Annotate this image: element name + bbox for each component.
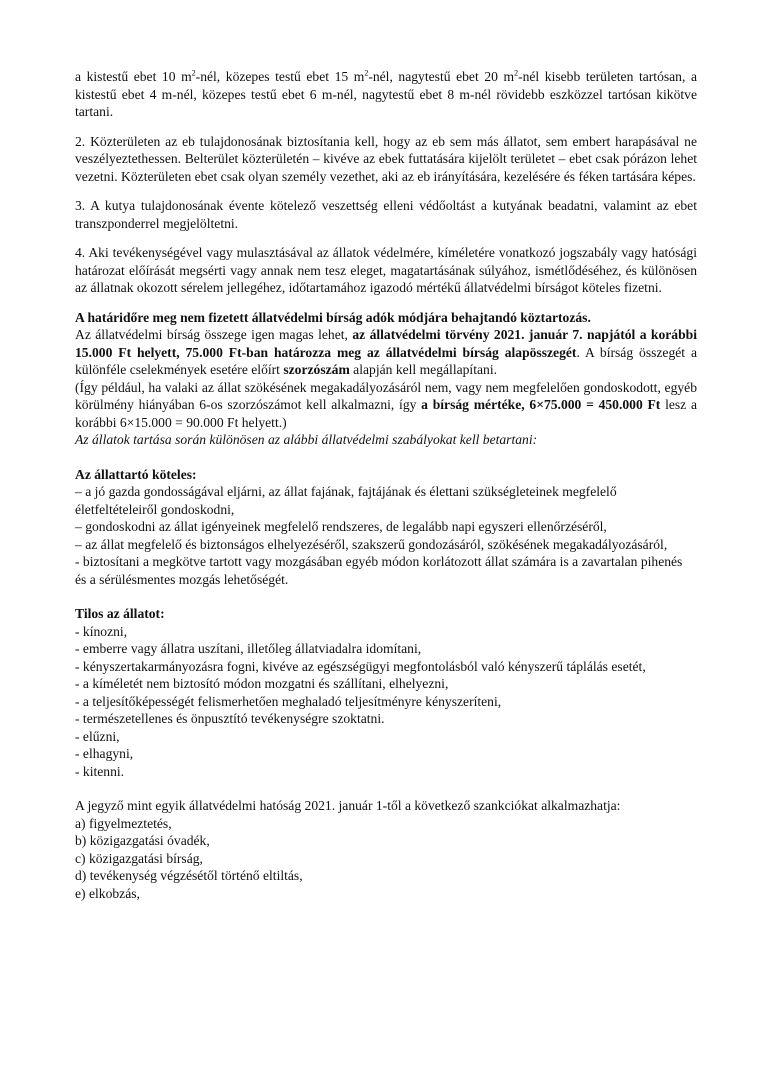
paragraph-public-area: 2. Közterületen az eb tulajdonosának biztosítania kell, hogy az eb sem más állatot, sem embert harapásával ne veszélyeztethessen. Belterület közterületén – kivéve az ebek futtatására kijelölt területet – ebet csak pórázon lehet vezetni. Közterületen ebet csak olyan személy vezethet, aki az eb irányítására, kezelésére és féken tartására képes.	[75, 133, 697, 184]
text-run: -nél, közepes testű ebet 15 m	[195, 69, 365, 84]
text-run: a kistestű ebet 10 m	[75, 69, 192, 84]
list-item: - kényszertakarmányozásra fogni, kivéve az egészségügyi megfontolásból való kényszerű táplálás esetét,	[75, 658, 646, 674]
paragraph-vaccination: 3. A kutya tulajdonosának évente kötelező veszettség elleni védőoltást a kutyának beadatni, valamint az ebet transzponderrel megjelöltetni.	[75, 198, 697, 231]
list-item: - a teljesítőképességét felismerhetően meghaladó teljesítményre kényszeríteni,	[75, 693, 502, 709]
list-item: e) elkobzás,	[75, 885, 140, 901]
list-item: - elhagyni,	[75, 746, 134, 761]
list-item: a) figyelmeztetés,	[75, 815, 172, 831]
paragraph-fine-obligation: 4. Aki tevékenységével vagy mulasztásával az állatok védelmére, kíméletére vonatkozó jogszabály vagy hatósági határozat előírását megsérti vagy annak nem tesz eleget, magatartásának súlyához, ismétlődéséhez, és különösen az állatnak okozott sérelem jellegéhez, időtartamához igazodó mértékű állatvédelmi bírságot köteles fizetni.	[75, 245, 697, 295]
superscript: 2	[191, 68, 196, 78]
superscript: 2	[364, 68, 369, 78]
list-item: - természetellenes és önpusztító tevékenységre szoktatni.	[75, 711, 385, 726]
forbidden-heading: Tilos az állatot:	[75, 606, 165, 621]
list-item: - emberre vagy állatra uszítani, illetőleg állatviadalra idomítani,	[75, 641, 422, 656]
rules-intro-italic: Az állatok tartása során különösen az alábbi állatvédelmi szabályokat kell betartani:	[75, 432, 538, 447]
sanctions-intro: A jegyző mint egyik állatvédelmi hatóság 2021. január 1-től a következő szankciókat alkalmazhatja:	[75, 798, 621, 813]
list-item: d) tevékenység végzésétől történő eltiltás,	[75, 868, 303, 883]
fine-heading: A határidőre meg nem fizetett állatvédelmi bírság adók módjára behajtandó köztartozás.	[75, 309, 591, 325]
list-item: - elűzni,	[75, 728, 120, 744]
list-item: c) közigazgatási bírság,	[75, 850, 203, 866]
paragraph-fine-amount: Az állatvédelmi bírság összege igen magas lehet, az állatvédelmi törvény 2021. január 7. napjától a korábbi 15.000 Ft helyett, 75.000 Ft-ban határozza meg az állatvédelmi bírság alapösszegét. A bírság összegét a különféle cselekmények esetére előírt szorzószám alapján kell megállapítani.	[75, 327, 697, 377]
document-page	[75, 68, 697, 902]
superscript: 2	[514, 68, 519, 78]
list-item: - a kíméletét nem biztosító módon mozgatni és szállítani, elhelyezni,	[75, 676, 449, 691]
text-run: -nél kisebb területen tartósan, a kistestű ebet 4 m-nél, közepes testű ebet 6 m-nél, nagytestű ebet 8 m-nél rövidebb eszközzel tartósan kikötve tartani.	[75, 69, 697, 119]
list-item: – az állat megfelelő és biztonságos elhelyezéséről, szakszerű gondozásáról, szökésének megakadályozásáról,	[75, 536, 668, 552]
keeper-heading: Az állattartó köteles:	[75, 466, 197, 482]
paragraph-dog-space	[75, 68, 697, 121]
list-item: – a jó gazda gondosságával eljárni, az állat fajának, fajtájának és élettani szükségleteinek megfelelő életfeltételeiről gondoskodni,	[75, 484, 617, 517]
text-run: -nél, nagytestű ebet 20 m	[368, 69, 515, 84]
list-item: - biztosítani a megkötve tartott vagy mozgásában egyéb módon korlátozott állat számára is a zavartalan pihenés és a sérülésmentes mozgás lehetőségét.	[75, 554, 683, 587]
list-item: - kínozni,	[75, 623, 128, 639]
list-item: b) közigazgatási óvadék,	[75, 833, 210, 848]
list-item: - kitenni.	[75, 763, 125, 779]
list-item: – gondoskodni az állat igényeinek megfelelő rendszeres, de legalább napi egyszeri ellenőrzéséről,	[75, 519, 607, 534]
paragraph-fine-example: (Így például, ha valaki az állat szökésének megakadályozásáról nem, vagy nem megfelelően gondoskodott, egyéb körülmény hiányában 6-os szorzószámot kell alkalmazni, így a bírság mértéke, 6×75.000 = 450.000 Ft lesz a korábbi 6×15.000 = 90.000 Ft helyett.)	[75, 379, 697, 430]
